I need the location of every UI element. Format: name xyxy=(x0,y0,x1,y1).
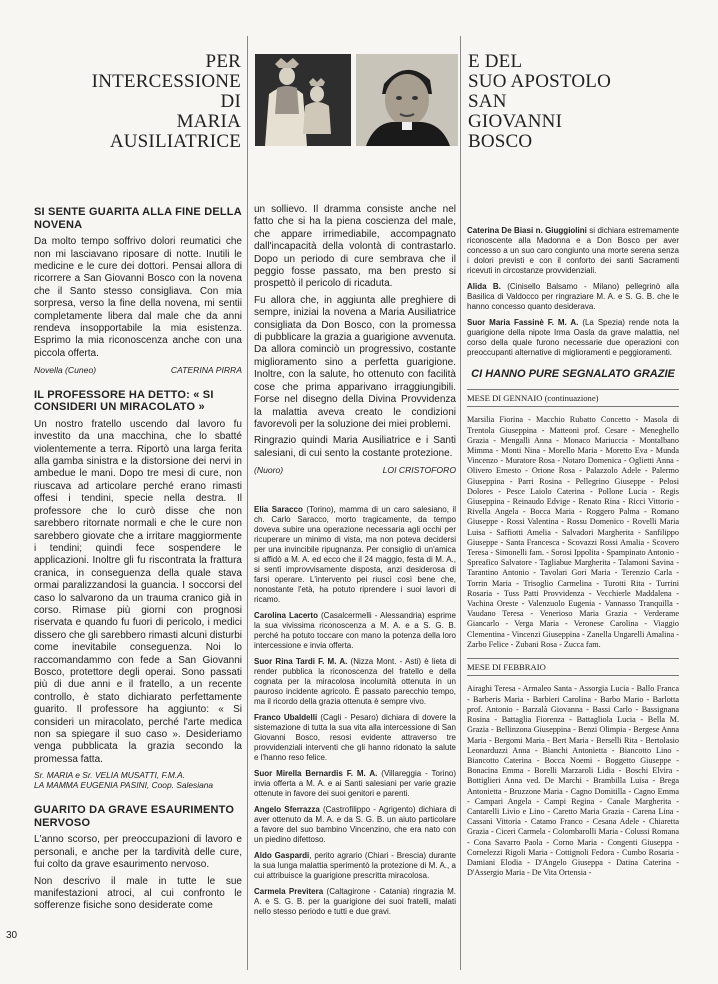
notice: Aldo Gaspardi, perito agrario (Chiari - Brescia) durante la sua lunga malattia sperimentò la protezione di M. A., a cui attribuisce la guarigione prescritta miracolosa. xyxy=(254,850,456,880)
article-body: Non descrivo il male in tutte le sue manifestazioni atroci, al cui confronto le sofferenze fisiche sono desiderate come xyxy=(34,875,242,912)
short-notices xyxy=(467,226,679,358)
notice: Carolina Lacerto (Casalcermelli - Alessandria) esprime la sua vivissima riconoscenza a M. A. e a S. G. B. perché ha potuto toccare con mano la potenza della loro intercessione e invia offerta. xyxy=(254,610,456,650)
column-divider-1 xyxy=(247,36,248,970)
notice: Alida B. (Cinisello Balsamo - Milano) pellegrinò alla Basilica di Valdocco per ringraziare M. A. e S. G. B. che le hanno concesso quanto desiderava. xyxy=(467,282,680,311)
column-1 xyxy=(34,206,242,917)
signature xyxy=(254,464,456,476)
column-3 xyxy=(467,226,679,878)
page-number: 30 xyxy=(6,930,18,941)
notice: Suor Mirella Bernardis F. M. A. (Villareggia - Torino) invia offerta a M. A. e ai Santi salesiani per varie grazie ottenute in favore dei suoi genitori e parenti. xyxy=(254,768,457,798)
names-list: Marsilia Fiorina - Macchio Rubatto Concetto - Masola di Trentola Giuseppina - Matteoni prof. Cesare - Meneghello Grazia - Mengalli Anna - Monaco Mariuccia - Montalbano Mimma - Monti Nina - Morello Maria - Moretto Eva - Munda Vincenzo - Muratore Rosa - Notaro Domenica - Oglietti Anna - Olivero Ernesto - Orione Rosa - Palazzolo Adele - Palermo Giuseppina - Parri Rosina - Pellegrino Giuseppe - Pelosi Dolores - Pesce Laiolo Caterina - Pollone Lucia - Regis Giuseppina - Reinaudo Edvige - Renato Rina - Ricci Vittorio - Rivella Angela - Bocca Maria - Roggero Palma - Romano Giuseppe - Rossi Valentina - Rossu Domenico - Rovelli Maria Luisa - Saffiotti Amelia - Salvadori Margherita - Sanfilippo Giuseppe - Santa Francesca - Scovazzi Rossi Amalia - Scovero Teresa - Simonelli fam. - Sorosi Ippolita - Spampinato Antonio - Spreafico Salvatore - Tagliabue Margherita - Talamoni Savina - Tarantino Antonio - Tavolari Gori Maria - Terenzio Carla - Torrin Maria - Trisoglio Carmelina - Turotti Rita - Turrini Rosaria - Tuss Patti Provvidenza - Vecchierle Maddalena - Vachina Oreste - Valenzuolo Eugenia - Vannasso Tranquilla - Vaudano Teresa - Venerioso Maria Grazia - Verderame Giancarlo - Verga Maria - Veronese Carolina - Viaggio Clementina - Vincenzi Giuseppina - Zanella Ungarelli Amalina - Zarbo Felice - Zubani Rosa - Zucca fam. xyxy=(467,415,679,649)
names-list: Airaghi Teresa - Armaleo Santa - Assorgia Lucia - Ballo Franca - Barberis Maria - Barbieri Carolina - Barbo Mario - Barlotta prof. Antonio - Barzalà Giovanna - Bassi Carlo - Bassignana Rosina - Battaglia Fiorenza - Battagliola Lucia - Bella M. Grazia - Bellinzona Giuseppina - Benzi Olimpia - Bergese Anna Maria - Bergomi Maria - Bert Maria - Berselli Rita - Bertolasio Leonarduzzi Anna - Bianchi Antonietta - Biancotto Lino - Biancotto Caterina - Bocca Noemi - Boggetto Giuseppe - Bonacina Emma - Borelli Marzaroli Lidia - Boschi Elvira - Bottiglieri Anna ved. De Marchi - Brambilla Luisa - Brega Antonietta - Bruzzone Maria - Cagno Domitilla - Cagno Emma - Campari Angela - Campi Regina - Canale Margherita - Cantarelli Livio e Lino - Caretto Maria Grazia - Carena Lina - Cassani Vittoria - Catamo Franco - Cesana Adele - Chiaretta Grazia - Ciceri Carmela - Colombarolli Maria - Colussi Romana - Cona Savarro Paola - Corno Maria - Congenti Giuseppa - Cornelezzi Rigoli Maria - Cottignoli Fedora - Cumbo Rosaria - Damiani Elodia - D'Angelo Giuseppa - Datina Caterina - D'Assergio Maria - De Vita Ortensia - xyxy=(467,684,679,878)
signature-line: LA MAMMA EUGENIA PASINI, Coop. Salesiana xyxy=(34,780,214,791)
signature xyxy=(34,364,242,376)
notice: Suor Maria Fassinè F. M. A. (La Spezia) rende nota la guarigione della nipote Irma Oasla da grave malattia, nel corso della quale furono necessarie due operazioni con preoccupanti alternative di miglioramenti e peggioramenti. xyxy=(467,318,679,357)
signature-name: LOI CRISTOFORO xyxy=(382,465,456,476)
column-2 xyxy=(254,204,456,923)
signature-place: (Nuoro) xyxy=(254,465,284,476)
header-right-title: E DEL SUO APOSTOLO SAN GIOVANNI BOSCO xyxy=(468,51,611,152)
article-body: un sollievo. Il dramma consiste anche nel fatto che si ha la piena coscienza del male, che appare irrimediabile, accompagnato dall'incapacità della volontà di contrastarlo. Dopo un periodo di cure sembrava che il peggio fosse passato, ma ben presto si prospettò il pericolo di ricaduta. xyxy=(254,204,456,290)
article-body: L'anno scorso, per preoccupazioni di lavoro e personali, e anche per la tardività delle cure, fui colto da grave esaurimento nervoso. xyxy=(34,834,242,871)
article-body: Un nostro fratello uscendo dal lavoro fu investito da una macchina, che lo sbatté violentemente a terra. Riportò una larga ferita alla gamba sinistra e la distorsione dei nervi in ambedue le mani. Dopo tre mesi di cure, non riuscava ad articolare perché erano rimasti offesi i tendini, specie nella destra. Il professore che lo curò disse che non sarebbero ritornate normali e che le cure non sarebbero giovate che a irritare maggiormente i tendini; quindi fece sospendere le applicazioni. Inoltre gli fu riscontrata la frattura cranica, in conseguenza della quale stava ormai paralizzandosi la guancia. I soccorsi del caso lo salvarono da un trauma cranico già in corso. Rimase più giorni con prognosi riservata e quando fu fuori di pericolo, i medici dissero che gli sarebbero rimasti alcuni disturbi come inevitabile conseguenza. Noi lo raccomandammo con fede a San Giovanni Bosco, protettore degli operai. Sono passati più di due anni e il fratello, a un recente controllo, è stato dichiarato perfettamente guarito. Il professore ha aggiunto: « Si consideri un miracolato, perché l'arte medica non sa spiegare il suo caso ». Desideriamo venga pubblicata la grazia secondo la promessa fatta. xyxy=(34,418,242,765)
notice: Angelo Sferrazza (Castrofilippo - Agrigento) dichiara di aver ottenuto da M. A. e da S. G. B. un aiuto particolare a favore del suo bambino Vincenzino, che era nato con un piedino difettoso. xyxy=(254,804,457,844)
don-bosco-photo xyxy=(356,54,458,146)
column-divider-2 xyxy=(460,36,461,970)
article-title: IL PROFESSORE HA DETTO: « SI CONSIDERI UN MIRACOLATO » xyxy=(34,388,214,414)
signature-place: Novella (Cuneo) xyxy=(34,365,97,376)
notice: Suor Rina Tardi F. M. A. (Nizza Mont. - Asti) è lieta di render pubblica la riconoscenza del fratello e della cognata per la miracolosa incolumità ottenuta in un pauroso incidente agricolo. È passato parecchio tempo, ma il ricordo della grazia ottenuta è sempre vivo. xyxy=(254,656,456,706)
madonna-photo xyxy=(255,54,351,146)
notice: Franco Ubaldelli (Cagli - Pesaro) dichiara di dovere la sistemazione di tutta la sua vita alla intercessione di San Giovanni Bosco, resosi evidente attraverso tre provvidenziali interventi che gli hanno ridonato la salute e l'hanno reso felice. xyxy=(254,712,457,762)
article-title: GUARITO DA GRAVE ESAURIMENTO NERVOSO xyxy=(34,804,235,829)
signature xyxy=(34,770,242,790)
article-body: Da molto tempo soffrivo dolori reumatici che non mi lasciavano riposare di notte. Inutili le medicine e le cure dei dottori. Pensai allora di ricorrere a San Giovanni Bosco con la novena che il Santo stesso consigliava. Con mia sorpresa, verso la fine della novena, mi sentii completamente libera dal male che da anni rendeva insopportabile la mia esistenza. Esprimo la mia riconoscenza anche con una piccola offerta. xyxy=(34,236,242,359)
month-heading: MESE DI FEBBRAIO xyxy=(467,658,679,676)
header-left-title: PER INTERCESSIONE DI MARIA AUSILIATRICE xyxy=(91,51,241,152)
signature-name: CATERINA PIRRA xyxy=(170,365,242,376)
article-title: SI SENTE GUARITA ALLA FINE DELLA NOVENA xyxy=(34,206,242,231)
notice: Elia Saracco (Torino), mamma di un caro salesiano, il ch. Carlo Saracco, morto tragicamente, da tempo doveva subire una operazione necessaria agli occhi per ricuperare un minimo di vista, ma non poteva decidersi per una invincibile ripugnanza. Per consiglio di un'amica si affidò a M. A. ed ecco che il 24 maggio, festa di M. A., si sentì improvvisamente disposta, anzi desiderosa di farsi operare. L'intervento pei riuscì così bene che, nonostante l'età, ha potuto riprendere i suoi lavori di ricamo. xyxy=(254,504,456,604)
signature-line: Sr. MARIA e Sr. VELIA MUSATTI, F.M.A. xyxy=(34,770,186,781)
article-body: Ringrazio quindi Maria Ausiliatrice e i Santi salesiani, di cui sento la costante protezione. xyxy=(254,435,456,459)
section-heading: CI HANNO PURE SEGNALATO GRAZIE xyxy=(471,368,675,380)
notice: Caterina De Biasi n. Giuggiolini si dichiara estremamente riconoscente alla Madonna e a Don Bosco per aver concesso a un suo caro congiunto una morte serena senza i dolori previsti e con il conforto dei santi Sacramenti ricevuti in circostanze provvidenziali. xyxy=(467,226,679,275)
notice: Carmela Previtera (Caltagirone - Catania) ringrazia M. A. e S. G. B. per la guarigione dei suoi fratelli, malati nello stesso periodo e tutti e due gravi. xyxy=(254,886,456,916)
month-heading: MESE DI GENNAIO (continuazione) xyxy=(467,389,679,407)
short-notices xyxy=(254,505,456,917)
article-body: Fu allora che, in aggiunta alle preghiere di sempre, iniziai la novena a Maria Ausiliatrice consigliata da Don Bosco, con la promessa di pubblicare la grazia a guarigione avvenuta. Da allora cominciò un progressivo, costante miglioramento sino a perfetta guarigione. Inoltre, con la salute, ho ottenuto con facilità cose che prima apparivano irraggiungibili. Forse nel disegno della Divina Provvidenza la malattia aveva creato le condizioni favorevoli per la soluzione dei miei problemi. xyxy=(254,294,456,430)
